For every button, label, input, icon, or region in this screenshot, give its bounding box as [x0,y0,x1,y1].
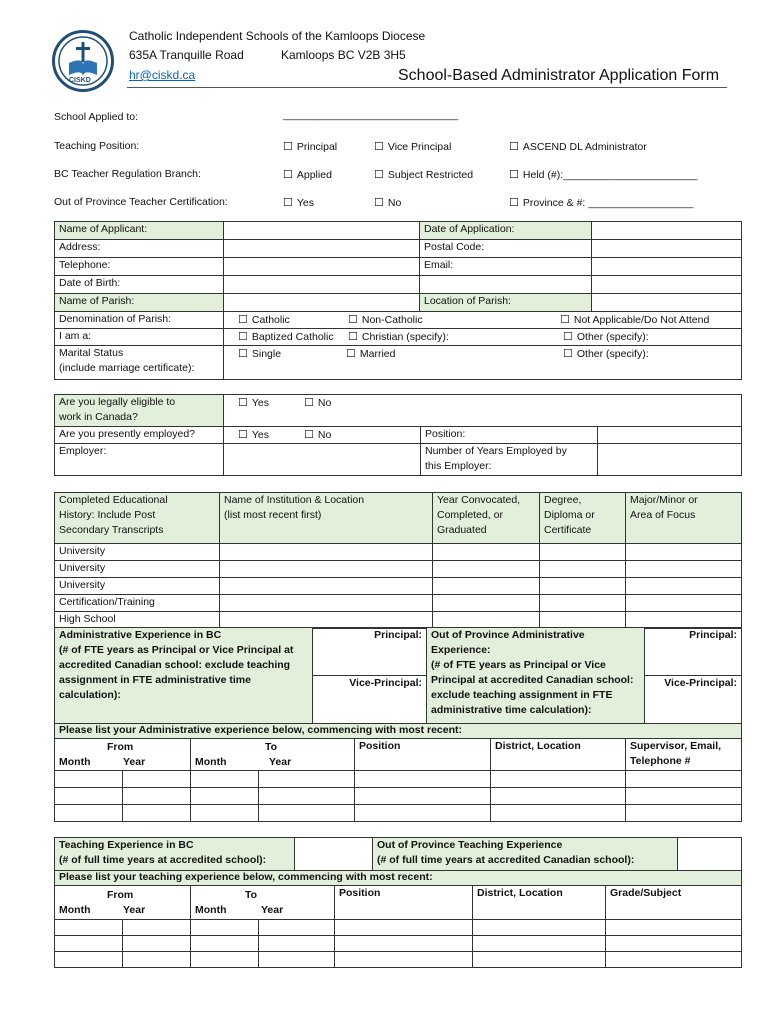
parish-label: Name of Parish: [55,294,224,312]
edu-cell[interactable] [540,561,626,578]
edu-cell[interactable] [433,612,540,629]
address-field[interactable] [224,240,420,258]
postal-field[interactable] [592,240,742,258]
edu-h4b: Diploma or [544,509,595,521]
address-label: Address: [55,240,224,258]
christian-checkbox[interactable]: ☐ Christian (specify): [348,330,449,345]
eligible-no-checkbox[interactable]: ☐ No [304,396,331,411]
teaching-cell[interactable] [55,936,123,952]
edu-h2a: Name of Institution & Location [224,494,365,506]
employer-field[interactable] [224,444,421,476]
teaching-bc-field[interactable] [295,838,373,871]
teaching-cell[interactable] [335,920,473,936]
admin-cell[interactable] [191,805,259,822]
denomination-options [224,312,742,329]
teaching-cell[interactable] [123,936,191,952]
admin-oop-label [427,628,645,724]
admin-cell[interactable] [55,788,123,805]
admin-supervisor-1: Supervisor, Email, [630,740,722,752]
eligible-text: Are you legally eligible to [59,396,176,408]
admin-bc-3: accredited Canadian school: exclude teaching [59,659,291,671]
i-am-label: I am a: [55,329,224,346]
admin-from: From [107,741,134,753]
admin-cell[interactable] [491,788,626,805]
admin-bc-4: assignment in FTE administrative time [59,674,251,686]
admin-supervisor-2: Telephone # [630,755,691,767]
edu-cell[interactable] [220,544,433,561]
admin-supervisor-header [626,739,742,771]
admin-bc-1: Administrative Experience in BC [59,629,222,641]
teaching-bc-2: (# of full time years at accredited school): [59,854,267,866]
edu-h4c: Certificate [544,524,592,536]
edu-cell[interactable] [433,561,540,578]
employed-yes-checkbox[interactable]: ☐ Yes [238,428,269,443]
teaching-cell[interactable] [191,952,259,968]
teaching-cell[interactable] [473,920,606,936]
admin-cell[interactable] [123,771,191,788]
teaching-cell[interactable] [191,920,259,936]
teaching-cell[interactable] [606,952,742,968]
date-application-label: Date of Application: [420,222,592,240]
held-checkbox[interactable]: ☐ Held (#):_______________________ [509,168,697,181]
admin-cell[interactable] [355,771,491,788]
vice-principal-checkbox[interactable]: ☐ Vice Principal [374,140,451,153]
edu-h4a: Degree, [544,494,582,506]
denomination-label: Denomination of Parish: [55,312,224,329]
location-parish-label: Location of Parish: [420,294,592,312]
oop-yes-checkbox[interactable]: ☐ Yes [283,196,314,209]
edu-cell[interactable] [433,595,540,612]
admin-cell[interactable] [259,788,355,805]
admin-cell[interactable] [626,805,742,822]
edu-row-label: High School [55,612,220,629]
logo-text: CISKD [69,77,91,84]
education-table [54,492,742,629]
edu-h2b: (list most recent first) [224,509,322,521]
admin-oop-4: Principal at accredited Canadian school: [431,674,634,686]
admin-cell[interactable] [191,788,259,805]
org-address: 635A Tranquille Road [129,48,244,62]
edu-history-header [55,493,220,544]
teaching-bc-label [55,838,295,871]
date-application-field[interactable] [592,222,742,240]
admin-oop-vice[interactable]: Vice-Principal: [645,676,742,724]
edu-cell[interactable] [626,612,742,629]
admin-from-month: Month [59,756,91,768]
org-city: Kamloops BC V2B 3H5 [281,48,406,62]
teaching-from-header [55,886,191,920]
teaching-cell[interactable] [606,920,742,936]
employed-options [224,427,421,444]
admin-to: To [265,741,278,753]
years-employed-field[interactable] [598,444,742,476]
telephone-field[interactable] [224,258,420,276]
admin-position-header: Position [355,739,491,771]
admin-summary-table [54,627,742,724]
position-field[interactable] [598,427,742,444]
applied-checkbox[interactable]: ☐ Applied [283,168,332,181]
admin-bc-vice[interactable]: Vice-Principal: [313,676,427,724]
dob-field[interactable] [224,276,420,294]
school-applied-field[interactable]: ______________________________ [283,109,459,121]
eligible-label [55,395,224,427]
marital-label [55,346,224,380]
admin-cell[interactable] [259,771,355,788]
admin-bc-2: (# of FTE years as Principal or Vice Principal at [59,644,294,656]
admin-oop-6: administrative time calculation): [431,704,592,716]
admin-bc-principal[interactable]: Principal: [313,628,427,676]
teaching-from: From [107,889,134,901]
eligible-yes-checkbox[interactable]: ☐ Yes [238,396,269,411]
marital-options [224,346,742,380]
edu-cell[interactable] [220,561,433,578]
edu-h3a: Year Convocated, [437,494,521,506]
marital-note: (include marriage certificate): [59,362,195,374]
edu-h5b: Area of Focus [630,509,696,521]
admin-list-table [54,723,742,822]
school-applied-label: School Applied to: [54,111,139,123]
degree-header [540,493,626,544]
other-marital-checkbox[interactable]: ☐ Other (specify): [563,347,649,362]
edu-cell[interactable] [626,595,742,612]
admin-cell[interactable] [191,771,259,788]
edu-cell[interactable] [626,578,742,595]
teaching-cell[interactable] [191,936,259,952]
admin-cell[interactable] [355,805,491,822]
i-am-options [224,329,742,346]
admin-cell[interactable] [55,771,123,788]
admin-to-header [191,739,355,771]
teaching-oop-1: Out of Province Teaching Experience [377,839,563,851]
admin-cell[interactable] [626,771,742,788]
applicant-table [54,221,742,312]
teaching-district-header: District, Location [473,886,606,920]
edu-cell[interactable] [540,544,626,561]
teaching-from-year: Year [123,904,146,916]
teaching-list-table [54,870,742,968]
catholic-checkbox[interactable]: ☐ Catholic [238,313,290,328]
postal-label: Postal Code: [420,240,592,258]
admin-from-header [55,739,191,771]
dob-label: Date of Birth: [55,276,224,294]
teaching-summary-table [54,837,742,871]
admin-bc-label [55,628,313,724]
ascend-checkbox[interactable]: ☐ ASCEND DL Administrator [509,140,647,153]
admin-oop-5: exclude teaching assignment in FTE [431,689,613,701]
edu-cell[interactable] [433,578,540,595]
teaching-cell[interactable] [259,952,335,968]
edu-row-label: University [55,578,220,595]
dob-field-extra2[interactable] [592,276,742,294]
edu-cell[interactable] [626,561,742,578]
teaching-position-label: Teaching Position: [54,140,140,152]
position-label: Position: [421,427,598,444]
year-header [433,493,540,544]
teaching-list-label: Please list your teaching experience below, commencing with most recent: [55,871,742,886]
institution-header [220,493,433,544]
non-catholic-checkbox[interactable]: ☐ Non-Catholic [348,313,423,328]
teaching-oop-field[interactable] [678,838,742,871]
marital-text: Marital Status [59,347,124,359]
edu-row-label: Certification/Training [55,595,220,612]
employed-label: Are you presently employed? [55,427,224,444]
oop-cert-label: Out of Province Teacher Certification: [54,196,228,208]
teaching-to: To [245,889,258,901]
principal-checkbox[interactable]: ☐ Principal [283,140,337,153]
admin-cell[interactable] [491,771,626,788]
admin-list-label: Please list your Administrative experience below, commencing with most recent: [55,724,742,739]
edu-h1c: Secondary Transcripts [59,524,164,536]
org-name: Catholic Independent Schools of the Kamloops Diocese [129,29,426,43]
province-checkbox[interactable]: ☐ Province & #: __________________ [509,196,693,209]
teaching-cell[interactable] [55,920,123,936]
married-checkbox[interactable]: ☐ Married [346,347,395,362]
teaching-to-month: Month [195,904,227,916]
teaching-oop-label [373,838,678,871]
branch-label: BC Teacher Regulation Branch: [54,168,201,180]
edu-cell[interactable] [220,612,433,629]
teaching-oop-2: (# of full time years at accredited Canadian school): [377,854,635,866]
teaching-grade-header: Grade/Subject [606,886,742,920]
teaching-to-year: Year [261,904,284,916]
edu-cell[interactable] [220,578,433,595]
years-employed-label [421,444,598,476]
admin-bc-5: calculation): [59,689,121,701]
baptized-checkbox[interactable]: ☐ Baptized Catholic [238,330,334,345]
teaching-cell[interactable] [123,952,191,968]
teaching-cell[interactable] [259,920,335,936]
parish-field[interactable] [224,294,420,312]
teaching-bc-1: Teaching Experience in BC [59,839,194,851]
teaching-cell[interactable] [335,936,473,952]
dob-field-extra[interactable] [420,276,592,294]
teaching-to-header [191,886,335,920]
employed-no-checkbox[interactable]: ☐ No [304,428,331,443]
edu-cell[interactable] [540,612,626,629]
applicant-name-field[interactable] [224,222,420,240]
edu-cell[interactable] [433,544,540,561]
admin-to-year: Year [269,756,292,768]
eligible-options [224,395,742,427]
years-employed-text2: this Employer: [425,460,492,472]
admin-cell[interactable] [55,805,123,822]
admin-cell[interactable] [259,805,355,822]
not-applicable-checkbox[interactable]: ☐ Not Applicable/Do Not Attend [560,313,709,328]
teaching-cell[interactable] [473,936,606,952]
email-label: Email: [420,258,592,276]
teaching-position-header: Position [335,886,473,920]
edu-h1b: History: Include Post [59,509,156,521]
admin-cell[interactable] [355,788,491,805]
major-header [626,493,742,544]
teaching-cell[interactable] [55,952,123,968]
faith-table [54,311,742,380]
admin-oop-3: (# of FTE years as Principal or Vice [431,659,606,671]
edu-cell[interactable] [540,578,626,595]
oop-no-checkbox[interactable]: ☐ No [374,196,401,209]
admin-cell[interactable] [123,788,191,805]
form-title: School-Based Administrator Application Form [398,67,720,84]
edu-cell[interactable] [626,544,742,561]
admin-cell[interactable] [491,805,626,822]
admin-cell[interactable] [626,788,742,805]
email-field[interactable] [592,258,742,276]
hr-email-link[interactable]: hr@ciskd.ca [129,68,196,82]
edu-h1a: Completed Educational [59,494,168,506]
admin-oop-1: Out of Province Administrative [431,629,585,641]
applicant-name-label: Name of Applicant: [55,222,224,240]
admin-to-month: Month [195,756,227,768]
edu-row-label: University [55,544,220,561]
employment-table [54,394,742,476]
edu-cell[interactable] [220,595,433,612]
teaching-from-month: Month [59,904,91,916]
edu-cell[interactable] [540,595,626,612]
edu-row-label: University [55,561,220,578]
teaching-cell[interactable] [606,936,742,952]
teaching-cell[interactable] [335,952,473,968]
admin-oop-principal[interactable]: Principal: [645,628,742,676]
teaching-cell[interactable] [473,952,606,968]
telephone-label: Telephone: [55,258,224,276]
employer-label: Employer: [55,444,224,476]
other-faith-checkbox[interactable]: ☐ Other (specify): [563,330,649,345]
edu-h5a: Major/Minor or [630,494,698,506]
admin-cell[interactable] [123,805,191,822]
admin-oop-2: Experience: [431,644,491,656]
edu-h3b: Completed, or [437,509,503,521]
single-checkbox[interactable]: ☐ Single [238,347,281,362]
years-employed-text: Number of Years Employed by [425,445,567,457]
edu-h3c: Graduated [437,524,487,536]
subject-restricted-checkbox[interactable]: ☐ Subject Restricted [374,168,473,181]
admin-from-year: Year [123,756,146,768]
teaching-cell[interactable] [123,920,191,936]
admin-district-header: District, Location [491,739,626,771]
teaching-cell[interactable] [259,936,335,952]
header-divider [127,87,727,88]
location-parish-field[interactable] [592,294,742,312]
eligible-text2: work in Canada? [59,411,138,423]
school-logo [52,30,114,92]
